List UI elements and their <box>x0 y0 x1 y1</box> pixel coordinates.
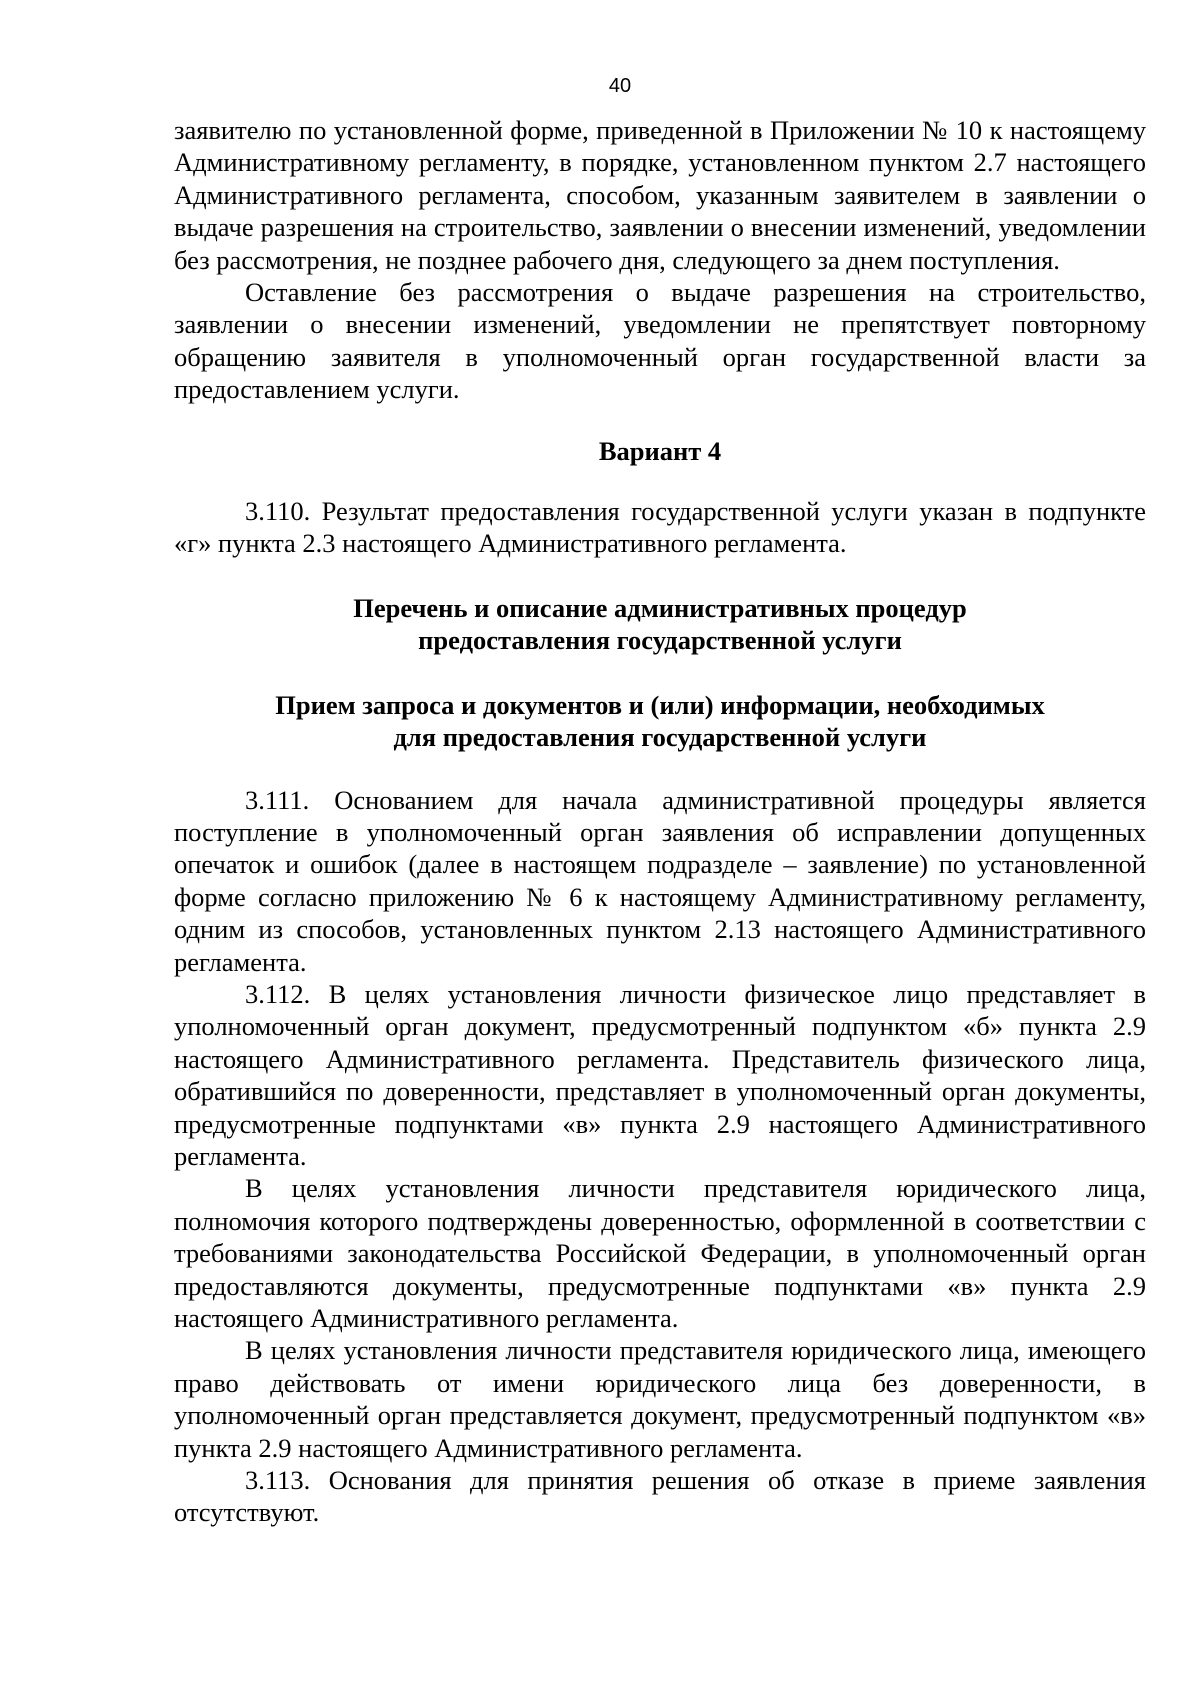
paragraph-legal-entity-no-proxy: В целях установления личности представителя юридического лица, имеющего право действовать от имени юридического лица без доверенности, в уполномоченный орган представляется документ, предусмотренный подпунктом «в» пункта 2.9 настоящего Административного регламента. <box>174 1335 1146 1463</box>
heading-procedures-line-2: предоставления государственной услуги <box>418 625 902 656</box>
paragraph-3-111: 3.111. Основанием для начала административной процедуры является поступление в уполномоченный орган заявления об исправлении допущенных опечаток и ошибок (далее в настоящем подразделе – заявление) по установленной форме согласно приложению № 6 к настоящему Административному регламенту, одним из способов, установленных пунктом 2.13 настоящего Административного регламента. <box>174 784 1146 977</box>
heading-reception-line-2: для предоставления государственной услуги <box>393 722 927 753</box>
document-body <box>174 114 1146 1529</box>
paragraph-leave-without-review: Оставление без рассмотрения о выдаче разрешения на строительство, заявлении о внесении изменений, уведомлении не препятствует повторному обращению заявителя в уполномоченный орган государственной власти за предоставлением услуги. <box>174 277 1146 405</box>
heading-reception <box>174 689 1146 754</box>
paragraph-legal-entity-proxy: В целях установления личности представителя юридического лица, полномочия которого подтверждены доверенностью, оформленной в соответствии с требованиями законодательства Российской Федерации, в уполномоченный орган предоставляются документы, предусмотренные подпунктами «в» пункта 2.9 настоящего Административного регламента. <box>174 1173 1146 1333</box>
page-number: 40 <box>608 75 632 97</box>
heading-variant-4: Вариант 4 <box>598 435 722 466</box>
heading-reception-line-1: Прием запроса и документов и (или) информации, необходимых <box>275 689 1045 720</box>
paragraph-3-112: 3.112. В целях установления личности физическое лицо представляет в уполномоченный орган документ, предусмотренный подпунктом «б» пункта 2.9 настоящего Административного регламента. Представитель физического лица, обратившийся по доверенности, представляет в уполномоченный орган документы, предусмотренные подпунктами «в» пункта 2.9 настоящего Административного регламента. <box>174 978 1146 1171</box>
heading-procedures-list <box>174 592 1146 657</box>
paragraph-3-110: 3.110. Результат предоставления государственной услуги указан в подпункте «г» пункта 2.3 настоящего Административного регламента. <box>174 496 1146 559</box>
paragraph-3-113: 3.113. Основания для принятия решения об отказе в приеме заявления отсутствуют. <box>174 1465 1146 1528</box>
paragraph-continuation: заявителю по установленной форме, приведенной в Приложении № 10 к настоящему Административному регламенту, в порядке, установленном пунктом 2.7 настоящего Административного регламента, способом, указанным заявителем в заявлении о выдаче разрешения на строительство, заявлении о внесении изменений, уведомлении без рассмотрения, не позднее рабочего дня, следующего за днем поступления. <box>174 115 1146 275</box>
heading-procedures-line-1: Перечень и описание административных процедур <box>353 592 967 623</box>
